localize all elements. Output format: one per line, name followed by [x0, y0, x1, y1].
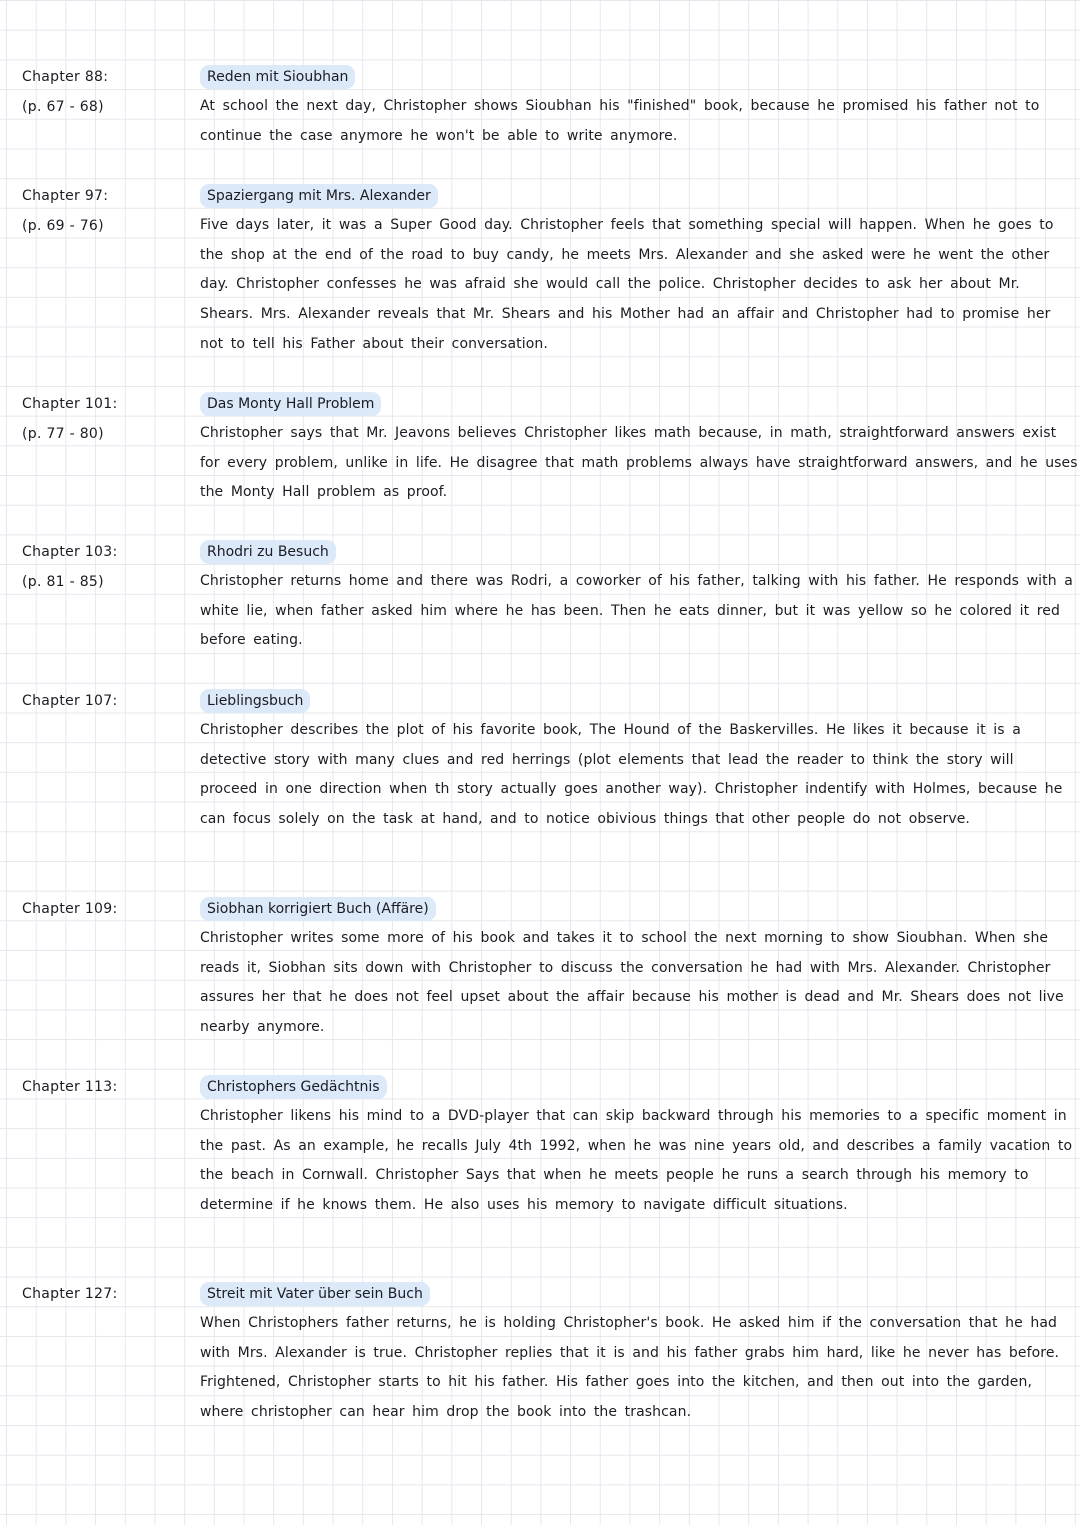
- chapter-content: [200, 894, 1078, 1043]
- chapter-label: [22, 389, 182, 449]
- chapter-pages: [22, 924, 182, 954]
- chapter-heading: Reden mit Sioubhan: [200, 65, 355, 89]
- chapter-heading: Spaziergang mit Mrs. Alexander: [200, 184, 438, 208]
- chapter-pages: (p. 77 - 80): [22, 426, 104, 442]
- chapter-heading: Siobhan korrigiert Buch (Affäre): [200, 897, 436, 921]
- chapter-number: Chapter 113:: [22, 1079, 118, 1095]
- chapter-heading: Streit mit Vater über sein Buch: [200, 1282, 430, 1306]
- chapter-label: [22, 62, 182, 122]
- chapter-label: [22, 1072, 182, 1132]
- chapter-pages: [22, 1309, 182, 1339]
- chapter-summary: When Christophers father returns, he is holding Christopher's book. He asked him if the conversation that he had with Mrs. Alexander is true. Christopher replies that it is and his father grabs him hard, like he never has before. Frightened, Christopher starts to hit his father. His father goes into the kitchen, and then out into the garden, where christopher can hear him drop the book into the trashcan.: [200, 1315, 1060, 1421]
- chapter-label: [22, 894, 182, 954]
- chapter-pages: [22, 716, 182, 746]
- chapter-summary: Christopher says that Mr. Jeavons believes Christopher likes math because, in math, straightforward answers exist for every problem, unlike in life. He disagree that math problems always have straightforward answers, and he uses the Monty Hall problem as proof.: [200, 425, 1078, 501]
- chapter-label: [22, 537, 182, 597]
- chapter-pages: (p. 69 - 76): [22, 218, 104, 234]
- chapter-heading: Das Monty Hall Problem: [200, 392, 381, 416]
- chapter-summary: At school the next day, Christopher shows Sioubhan his "finished" book, because he promised his father not to continue the case anymore he won't be able to write anymore.: [200, 98, 1040, 144]
- chapter-number: Chapter 101:: [22, 396, 118, 412]
- chapter-number: Chapter 107:: [22, 693, 118, 709]
- chapter-summary: Five days later, it was a Super Good day. Christopher feels that something special will happen. When he goes to the shop at the end of the road to buy candy, he meets Mrs. Alexander and she asked were he went the other day. Christopher confesses he was afraid she would call the police. Christopher decides to ask her about Mr. Shears. Mrs. Alexander reveals that Mr. Shears and his Mother had an affair and Christopher had to promise her not to tell his Father about their conversation.: [200, 217, 1054, 352]
- chapter-number: Chapter 88:: [22, 69, 109, 85]
- chapter-number: Chapter 127:: [22, 1286, 118, 1302]
- chapter-pages: (p. 81 - 85): [22, 574, 104, 590]
- chapter-pages: (p. 67 - 68): [22, 99, 104, 115]
- chapter-pages: [22, 1102, 182, 1132]
- chapter-label: [22, 1279, 182, 1339]
- chapter-heading: Christophers Gedächtnis: [200, 1075, 387, 1099]
- chapter-summary: Christopher writes some more of his book and takes it to school the next morning to show Sioubhan. When she reads it, Siobhan sits down with Christopher to discuss the conversation he had with Mrs. Alexander. Christopher assures her that he does not feel upset about the affair because his mother is dead and Mr. Shears does not live nearby anymore.: [200, 930, 1064, 1036]
- chapter-number: Chapter 97:: [22, 188, 109, 204]
- chapter-content: [200, 1279, 1078, 1428]
- chapter-content: [200, 389, 1078, 508]
- chapter-content: [200, 537, 1078, 656]
- chapter-heading: Lieblingsbuch: [200, 689, 310, 713]
- chapter-number: Chapter 109:: [22, 901, 118, 917]
- chapter-summary: Christopher likens his mind to a DVD-player that can skip backward through his memories to a specific moment in the past. As an example, he recalls July 4th 1992, when he was nine years old, and describes a family vacation to the beach in Cornwall. Christopher Says that when he meets people he runs a search through his memory to determine if he knows them. He also uses his memory to navigate difficult situations.: [200, 1108, 1073, 1214]
- chapter-label: [22, 181, 182, 241]
- chapter-content: [200, 686, 1078, 835]
- chapter-number: Chapter 103:: [22, 544, 118, 560]
- chapter-summary: Christopher describes the plot of his favorite book, The Hound of the Baskervilles. He likes it because it is a detective story with many clues and red herrings (plot elements that lead the reader to think the story will proceed in one direction when th story actually goes another way). Christopher indentify with Holmes, because he can focus solely on the task at hand, and to notice obivious things that other people do not observe.: [200, 722, 1063, 828]
- chapter-heading: Rhodri zu Besuch: [200, 540, 336, 564]
- chapter-content: [200, 1072, 1078, 1221]
- chapter-content: [200, 62, 1078, 151]
- chapter-summary: Christopher returns home and there was Rodri, a coworker of his father, talking with his father. He responds with a white lie, when father asked him where he has been. Then he eats dinner, but it was yellow so he colored it red before eating.: [200, 573, 1073, 649]
- chapter-label: [22, 686, 182, 746]
- chapter-content: [200, 181, 1078, 360]
